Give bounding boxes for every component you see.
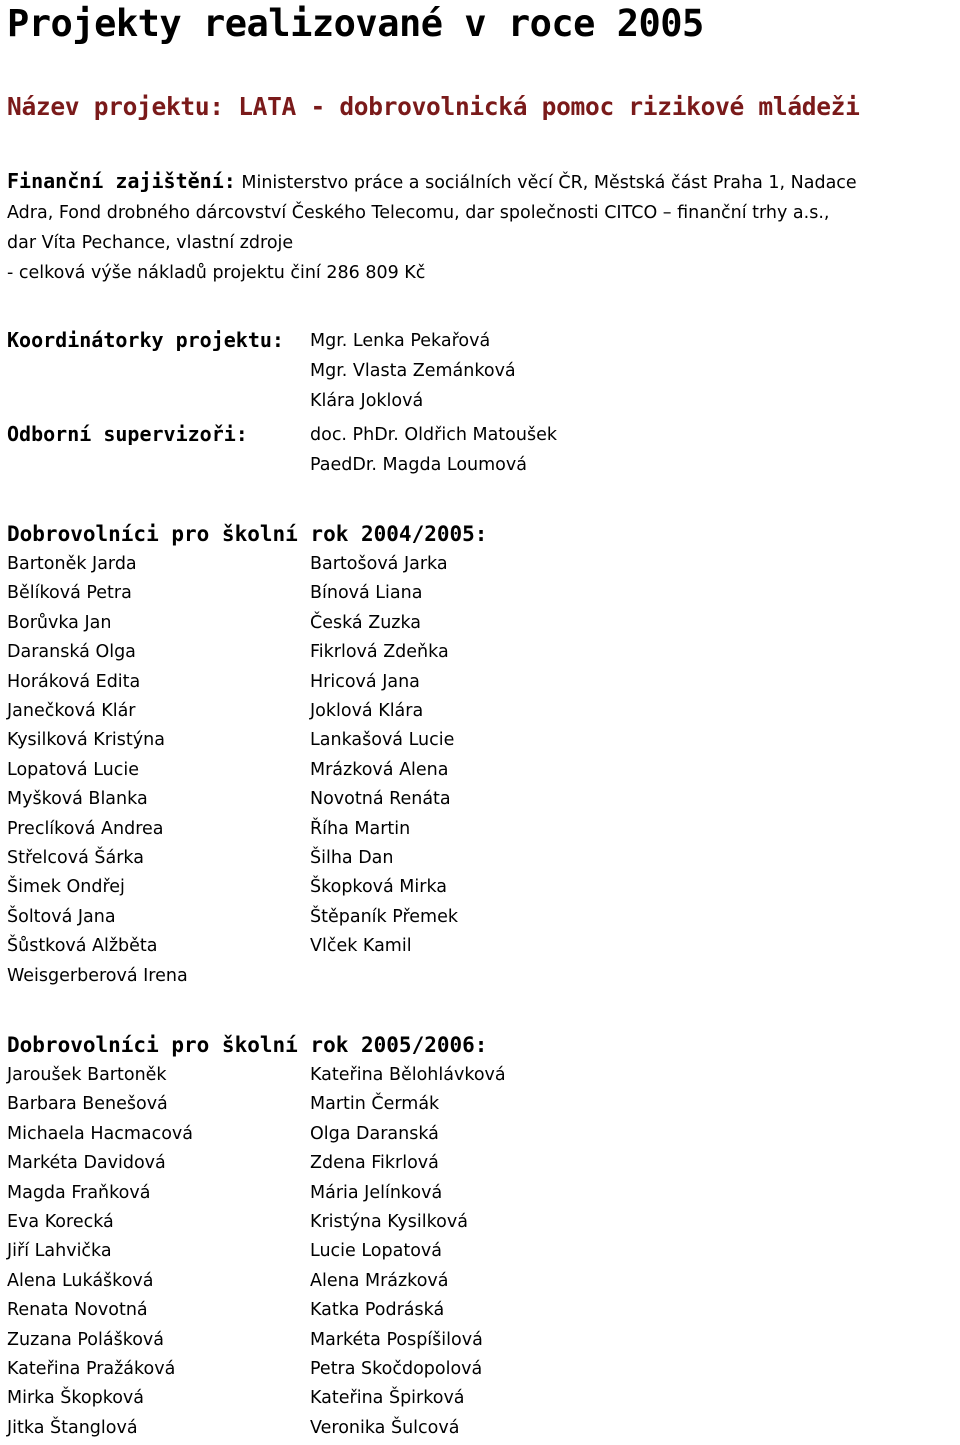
volunteer-name: Michaela Hacmacová	[7, 1123, 193, 1144]
volunteer-name: Štěpaník Přemek	[310, 906, 458, 927]
volunteer-name: Weisgerberová Irena	[7, 965, 188, 986]
volunteer-name: Kateřina Pražáková	[7, 1359, 176, 1380]
coordinators-label: Koordinátorky projektu:	[7, 328, 284, 352]
coordinators-list	[310, 326, 516, 416]
volunteer-name: Mirka Škopková	[7, 1388, 145, 1409]
volunteer-name: Bínová Liana	[310, 583, 423, 604]
financing-block	[7, 166, 957, 288]
volunteer-name: Lankašová Lucie	[310, 730, 455, 751]
volunteer-name: Daranská Olga	[7, 642, 136, 663]
volunteer-name: Jiří Lahvička	[7, 1241, 112, 1262]
volunteer-name: Hricová Jana	[310, 671, 420, 692]
volunteer-name: Preclíková Andrea	[7, 818, 164, 839]
supervisor-name: doc. PhDr. Oldřich Matoušek	[310, 425, 557, 445]
financing-text-1: Ministerstvo práce a sociálních věcí ČR, Městská část Praha 1, Nadace	[241, 173, 857, 193]
volunteer-name: Renata Novotná	[7, 1300, 148, 1321]
volunteer-name: Zdena Fikrlová	[310, 1153, 439, 1174]
volunteers-2005-heading: Dobrovolníci pro školní rok 2005/2006:	[7, 1033, 488, 1057]
volunteer-name: Alena Lukášková	[7, 1270, 154, 1291]
volunteer-name: Lucie Lopatová	[310, 1241, 442, 1262]
volunteer-name: Magda Fraňková	[7, 1182, 151, 1203]
volunteer-name: Markéta Pospíšilová	[310, 1329, 483, 1350]
volunteer-name: Eva Korecká	[7, 1212, 114, 1233]
volunteer-name: Barbara Benešová	[7, 1094, 168, 1115]
volunteer-name: Fikrlová Zdeňka	[310, 642, 449, 663]
volunteer-name: Veronika Šulcová	[310, 1417, 460, 1438]
volunteer-name: Šoltová Jana	[7, 906, 116, 927]
supervisors-list	[310, 420, 557, 480]
volunteer-name: Střelcová Šárka	[7, 848, 144, 869]
project-name: Název projektu: LATA - dobrovolnická pomoc rizikové mládeži	[7, 92, 860, 121]
financing-line-4: - celková výše nákladů projektu činí 286 809 Kč	[7, 263, 426, 283]
volunteer-name: Šimek Ondřej	[7, 877, 125, 898]
volunteer-name: Škopková Mirka	[310, 877, 448, 898]
volunteer-name: Horáková Edita	[7, 671, 141, 692]
volunteer-name: Kristýna Kysilková	[310, 1212, 468, 1233]
volunteer-name: Olga Daranská	[310, 1123, 439, 1144]
coordinator-name: Mgr. Lenka Pekařová	[310, 331, 491, 351]
financing-line-1	[7, 166, 957, 198]
financing-line-2: Adra, Fond drobného dárcovství Českého Telecomu, dar společnosti CITCO – finanční trhy a.s.,	[7, 203, 830, 223]
financing-label: Finanční zajištění:	[7, 169, 236, 193]
volunteer-name: Mária Jelínková	[310, 1182, 443, 1203]
volunteer-name: Zuzana Polášková	[7, 1329, 165, 1350]
volunteer-name: Myšková Blanka	[7, 789, 148, 810]
volunteer-name: Bartošová Jarka	[310, 554, 448, 574]
volunteer-name: Bělíková Petra	[7, 583, 132, 604]
volunteer-name: Alena Mrázková	[310, 1270, 449, 1291]
volunteer-name: Kysilková Kristýna	[7, 730, 165, 751]
supervisor-name: PaedDr. Magda Loumová	[310, 455, 527, 475]
supervisors-label: Odborní supervizoři:	[7, 422, 248, 446]
volunteer-name: Katka Podráská	[310, 1300, 445, 1321]
page-title: Projekty realizované v roce 2005	[7, 2, 704, 45]
volunteer-name: Říha Martin	[310, 818, 411, 839]
volunteer-name: Markéta Davidová	[7, 1153, 166, 1174]
financing-line-3: dar Víta Pechance, vlastní zdroje	[7, 233, 294, 253]
volunteer-name: Bartoněk Jarda	[7, 554, 137, 574]
coordinator-name: Mgr. Vlasta Zemánková	[310, 361, 516, 381]
volunteer-name: Šůstková Alžběta	[7, 936, 158, 957]
volunteer-name: Kateřina Špirková	[310, 1388, 465, 1409]
volunteer-name: Lopatová Lucie	[7, 759, 139, 780]
volunteer-name: Mrázková Alena	[310, 759, 449, 780]
volunteers-2004-right-list	[310, 550, 458, 962]
volunteer-name: Petra Skočdopolová	[310, 1359, 483, 1380]
volunteers-2005-left-list	[7, 1061, 193, 1443]
volunteer-name: Česká Zuzka	[310, 612, 422, 633]
volunteers-2004-left-list	[7, 550, 188, 991]
volunteer-name: Janečková Klár	[7, 701, 136, 722]
volunteers-2004-heading: Dobrovolníci pro školní rok 2004/2005:	[7, 522, 488, 546]
volunteer-name: Jaroušek Bartoněk	[7, 1065, 167, 1085]
volunteers-2005-right-list	[310, 1061, 506, 1443]
volunteer-name: Kateřina Bělohlávková	[310, 1065, 506, 1085]
volunteer-name: Vlček Kamil	[310, 936, 412, 957]
volunteer-name: Joklová Klára	[310, 701, 424, 722]
volunteer-name: Martin Čermák	[310, 1094, 440, 1115]
coordinator-name: Klára Joklová	[310, 391, 424, 411]
volunteer-name: Borůvka Jan	[7, 612, 112, 633]
volunteer-name: Novotná Renáta	[310, 789, 451, 810]
volunteer-name: Jitka Štanglová	[7, 1417, 138, 1438]
volunteer-name: Šilha Dan	[310, 848, 394, 869]
